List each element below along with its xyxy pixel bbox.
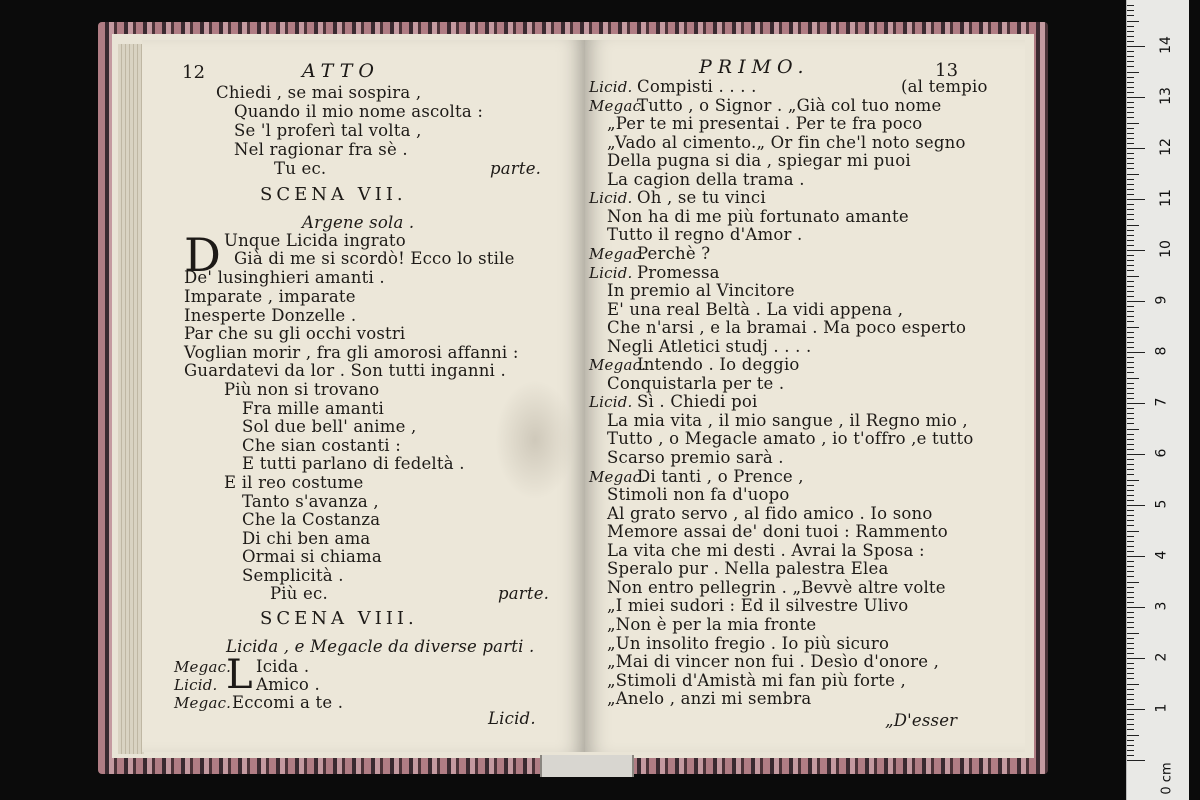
book-spine (540, 755, 634, 777)
ruler-tick (1127, 571, 1134, 572)
ruler-tick (1127, 699, 1134, 700)
ruler-tick (1127, 694, 1134, 695)
ruler-tick (1127, 92, 1134, 93)
ruler-tick (1127, 760, 1145, 761)
ruler-tick (1127, 5, 1134, 6)
ruler-tick (1127, 729, 1134, 730)
ruler-tick (1127, 301, 1145, 302)
ruler-tick (1127, 423, 1134, 424)
ruler-tick (1127, 179, 1134, 180)
right-page (585, 40, 1025, 752)
ruler-tick (1127, 500, 1134, 501)
ruler-tick (1127, 459, 1134, 460)
verse-line: Al grato servo , al fido amico . Io sono (607, 504, 933, 523)
ruler-tick (1127, 556, 1145, 557)
ruler-tick (1127, 163, 1134, 164)
verse-line: E il reo costume (224, 473, 364, 492)
ruler-tick (1127, 531, 1139, 532)
ruler-tick (1127, 21, 1139, 22)
ruler-tick (1127, 622, 1134, 623)
ruler-tick (1127, 454, 1145, 455)
speaker-label: Licid. (589, 189, 633, 207)
verse-line: Conquistarla per te . (607, 374, 785, 393)
verse-line: „I miei sudori : Ed il silvestre Ulivo (607, 596, 909, 615)
ruler-tick (1127, 36, 1134, 37)
verse-line: Voglian morir , fra gli amorosi affanni : (184, 343, 519, 362)
ruler-tick (1127, 225, 1139, 226)
ruler-tick (1127, 439, 1134, 440)
verse-line: Sol due bell' anime , (242, 417, 417, 436)
verse-line: Quando il mio nome ascolta : (234, 102, 484, 121)
ruler-tick (1127, 342, 1134, 343)
ruler-tick (1127, 485, 1134, 486)
stage-direction: Argene sola . (302, 213, 415, 232)
speaker-label: Megac. (589, 97, 647, 115)
verse-line: Che la Costanza (242, 510, 381, 529)
ruler-tick (1127, 689, 1134, 690)
ruler-tick (1127, 755, 1134, 756)
ruler-tick (1127, 204, 1134, 205)
ruler-tick (1127, 133, 1134, 134)
ruler-tick (1127, 719, 1134, 720)
verse-line: Più non si trovano (224, 380, 380, 399)
ruler-number: 5 (1153, 499, 1170, 509)
ruler-tick (1127, 158, 1134, 159)
stage-direction: Licida , e Megacle da diverse parti . (226, 637, 535, 656)
scene-title: SCENA VIII. (260, 608, 418, 629)
verse-line: Non entro pellegrin . „Bevvè altre volte (607, 578, 946, 597)
ruler-tick (1127, 750, 1134, 751)
ruler-tick (1127, 214, 1134, 215)
speaker-label: Megac. (589, 356, 647, 374)
ruler-number: 3 (1153, 601, 1170, 611)
ruler-tick (1127, 97, 1145, 98)
verse-line: Che n'arsi , e la bramai . Ma poco esperto (607, 318, 967, 337)
verse-line: Intendo . Io deggio (637, 355, 800, 374)
ruler-tick (1127, 281, 1134, 282)
verse-line: „Vado al cimento.„ Or fin che'l noto segno (607, 133, 966, 152)
verse-line: Più ec. (270, 584, 328, 603)
verse-line: Semplicità . (242, 566, 344, 585)
ruler-tick (1127, 480, 1139, 481)
speaker-label: Megac. (174, 694, 232, 712)
ruler-tick (1127, 143, 1134, 144)
verse-line: Nel ragionar fra sè . (234, 140, 408, 159)
ruler-tick (1127, 444, 1134, 445)
ruler-number: 7 (1153, 397, 1170, 407)
ruler-tick (1127, 327, 1139, 328)
ruler-tick (1127, 352, 1145, 353)
verse-line: Imparate , imparate (184, 287, 356, 306)
verse-line: Tutto , o Signor . „Già col tuo nome (637, 96, 942, 115)
ruler-tick (1127, 633, 1139, 634)
exit-direction: parte. (490, 159, 542, 178)
ruler-tick (1127, 372, 1134, 373)
ruler-tick (1127, 306, 1134, 307)
ruler-tick (1127, 189, 1134, 190)
ruler-tick (1127, 138, 1134, 139)
ruler-tick (1127, 393, 1134, 394)
ruler-tick (1127, 673, 1134, 674)
catchword: Licid. (488, 709, 536, 728)
verse-line: Amico . (256, 675, 320, 694)
verse-line: Di tanti , o Prence , (637, 467, 804, 486)
ruler-tick (1127, 153, 1134, 154)
ruler-tick (1127, 102, 1134, 103)
ruler-tick (1127, 510, 1134, 511)
verse-line: Già di me si scordò! Ecco lo stile (234, 249, 515, 268)
verse-line: Della pugna si dia , spiegar mi puoi (607, 151, 911, 170)
verse-line: „Non è per la mia fronte (607, 615, 817, 634)
ruler-tick (1127, 148, 1145, 149)
verse-line: Tutto , o Megacle amato , io t'offro ,e tutto (607, 429, 974, 448)
ruler-tick (1127, 745, 1134, 746)
ruler-tick (1127, 194, 1134, 195)
ruler-tick (1127, 296, 1134, 297)
ruler-tick (1127, 464, 1134, 465)
ruler-tick (1127, 311, 1134, 312)
ruler-tick (1127, 607, 1145, 608)
verse-line: Guardatevi da lor . Son tutti inganni . (184, 361, 506, 380)
speaker-label: Megac. (589, 468, 647, 486)
verse-line: La cagion della trama . (607, 170, 805, 189)
verse-line: Icida . (256, 657, 310, 676)
ruler-tick (1127, 576, 1134, 577)
ruler-tick (1127, 638, 1134, 639)
ruler-tick (1127, 735, 1139, 736)
ruler-tick (1127, 357, 1134, 358)
speaker-label: Licid. (589, 264, 633, 282)
ruler-number: 6 (1153, 448, 1170, 458)
ruler-tick (1127, 383, 1134, 384)
ruler-number: 9 (1153, 295, 1170, 305)
verse-line: „Un insolito fregio . Io più sicuro (607, 634, 890, 653)
ruler-number: 12 (1157, 138, 1174, 156)
verse-line: Promessa (637, 263, 720, 282)
ruler-tick (1127, 658, 1145, 659)
ruler-tick (1127, 66, 1134, 67)
ruler-tick (1127, 418, 1134, 419)
verse-line: Scarso premio sarà . (607, 448, 784, 467)
catchword: „D'esser (885, 711, 958, 730)
ruler-tick (1127, 668, 1134, 669)
ruler-tick (1127, 87, 1134, 88)
exit-direction: parte. (498, 584, 550, 603)
ruler-tick (1127, 316, 1134, 317)
verse-line: Eccomi a te . (232, 693, 344, 712)
ruler-tick (1127, 653, 1134, 654)
verse-line: Che sian costanti : (242, 436, 401, 455)
ruler-tick (1127, 684, 1139, 685)
ruler-tick (1127, 561, 1134, 562)
scene-title: SCENA VII. (260, 184, 407, 205)
ruler-tick (1127, 250, 1145, 251)
verse-line: Ormai si chiama (242, 547, 382, 566)
ruler-tick (1127, 235, 1134, 236)
ruler-number: 4 (1153, 550, 1170, 560)
verse-line: Memore assai de' doni tuoi : Rammento (607, 522, 948, 541)
ruler-tick (1127, 587, 1134, 588)
ruler-tick (1127, 403, 1145, 404)
ruler-tick (1127, 367, 1134, 368)
ruler-tick (1127, 597, 1134, 598)
drop-capital: L (226, 652, 253, 698)
ruler-tick (1127, 174, 1139, 175)
ruler-tick (1127, 546, 1134, 547)
ruler-tick (1127, 51, 1134, 52)
ruler-tick (1127, 413, 1134, 414)
verse-line: Compisti . . . . (637, 77, 757, 96)
verse-line: Negli Atletici studj . . . . (607, 337, 812, 356)
verse-line: Par che su gli occhi vostri (184, 324, 406, 343)
ruler-tick (1127, 128, 1134, 129)
verse-line: Tanto s'avanza , (242, 492, 379, 511)
ruler-tick (1127, 199, 1145, 200)
verse-line: Speralo pur . Nella palestra Elea (607, 559, 889, 578)
speaker-label: Licid. (589, 393, 633, 411)
ruler-tick (1127, 474, 1134, 475)
ruler-tick (1127, 434, 1134, 435)
ruler-tick (1127, 515, 1134, 516)
ruler-tick (1127, 82, 1134, 83)
ruler-number: 13 (1157, 87, 1174, 105)
verse-line: Chiedi , se mai sospira , (216, 83, 422, 102)
ruler-tick (1127, 566, 1134, 567)
verse-line: „Mai di vincer non fui . Desìo d'onore , (607, 652, 940, 671)
left-page-number: 12 (182, 62, 206, 83)
verse-line: Tutto il regno d'Amor . (607, 225, 803, 244)
right-running-head: PRIMO. (699, 56, 810, 78)
ruler-tick (1127, 612, 1134, 613)
ruler-tick (1127, 398, 1134, 399)
ruler-tick (1127, 230, 1134, 231)
verse-line: Se 'l proferì tal volta , (234, 121, 422, 140)
ruler-tick (1127, 714, 1134, 715)
ruler-tick (1127, 408, 1134, 409)
ruler-unit-label: 0 cm (1159, 762, 1175, 795)
ruler-tick (1127, 245, 1134, 246)
ruler-tick (1127, 678, 1134, 679)
ruler-tick (1127, 240, 1134, 241)
ruler-tick (1127, 117, 1134, 118)
ruler-tick (1127, 704, 1134, 705)
ruler-tick (1127, 388, 1134, 389)
ruler-tick (1127, 602, 1134, 603)
ruler-tick (1127, 505, 1145, 506)
speaker-label: Megac. (589, 245, 647, 263)
ruler-tick (1127, 429, 1139, 430)
ruler-tick (1127, 643, 1134, 644)
ruler-tick (1127, 520, 1134, 521)
ruler-number: 10 (1157, 240, 1174, 258)
ruler-tick (1127, 276, 1139, 277)
ruler-tick (1127, 46, 1145, 47)
verse-line: Sì . Chiedi poi (637, 392, 758, 411)
speaker-label: Licid. (174, 676, 218, 694)
ruler-tick (1127, 77, 1134, 78)
drop-capital: D (184, 228, 221, 282)
ruler-tick (1127, 10, 1134, 11)
verse-line: De' lusinghieri amanti . (184, 268, 385, 287)
ruler-tick (1127, 347, 1134, 348)
verse-line: Unque Licida ingrato (224, 231, 406, 250)
ruler-tick (1127, 740, 1134, 741)
ruler-number: 11 (1157, 189, 1174, 207)
measurement-ruler (1126, 0, 1189, 800)
verse-line: E tutti parlano di fedeltà . (242, 454, 465, 473)
verse-line: Oh , se tu vinci (637, 188, 766, 207)
ruler-tick (1127, 56, 1134, 57)
ruler-tick (1127, 648, 1134, 649)
page-edges (118, 44, 144, 754)
ruler-tick (1127, 362, 1134, 363)
ruler-tick (1127, 15, 1134, 16)
verse-line: Tu ec. (274, 159, 327, 178)
ruler-tick (1127, 41, 1134, 42)
ruler-tick (1127, 61, 1134, 62)
verse-line: La vita che mi desti . Avrai la Sposa : (607, 541, 925, 560)
right-page-number: 13 (935, 60, 959, 81)
verse-line: „Per te mi presentai . Per te fra poco (607, 114, 923, 133)
verse-line: Stimoli non fa d'uopo (607, 485, 790, 504)
ruler-tick (1127, 321, 1134, 322)
ruler-tick (1127, 469, 1134, 470)
ruler-tick (1127, 525, 1134, 526)
ruler-tick (1127, 332, 1134, 333)
verse-line: „Stimoli d'Amistà mi fan più forte , (607, 671, 906, 690)
ruler-number: 1 (1153, 703, 1170, 713)
verse-line: „Anelo , anzi mi sembra (607, 689, 812, 708)
ruler-tick (1127, 337, 1134, 338)
ruler-tick (1127, 107, 1134, 108)
ruler-tick (1127, 31, 1134, 32)
verse-line: Inesperte Donzelle . (184, 306, 357, 325)
ruler-tick (1127, 26, 1134, 27)
verse-line: Di chi ben ama (242, 529, 371, 548)
left-running-head: ATTO (302, 60, 380, 82)
ruler-tick (1127, 541, 1134, 542)
ink-bleed (495, 380, 575, 500)
ruler-number: 2 (1153, 652, 1170, 662)
ruler-tick (1127, 592, 1134, 593)
ruler-tick (1127, 209, 1134, 210)
ruler-tick (1127, 449, 1134, 450)
verse-line: Fra mille amanti (242, 399, 384, 418)
aside-direction: (al tempio (901, 77, 988, 96)
ruler-tick (1127, 495, 1134, 496)
ruler-tick (1127, 627, 1134, 628)
ruler-tick (1127, 490, 1134, 491)
ruler-tick (1127, 123, 1139, 124)
ruler-tick (1127, 724, 1134, 725)
speaker-label: Licid. (589, 78, 633, 96)
ruler-number: 14 (1157, 36, 1174, 54)
ruler-tick (1127, 184, 1134, 185)
ruler-tick (1127, 663, 1134, 664)
verse-line: E' una real Beltà . La vidi appena , (607, 300, 904, 319)
ruler-number: 8 (1153, 346, 1170, 356)
verse-line: In premio al Vincitore (607, 281, 795, 300)
ruler-tick (1127, 286, 1134, 287)
ruler-tick (1127, 582, 1139, 583)
ruler-tick (1127, 168, 1134, 169)
ruler-tick (1127, 378, 1139, 379)
ruler-tick (1127, 72, 1139, 73)
ruler-tick (1127, 255, 1134, 256)
ruler-tick (1127, 265, 1134, 266)
ruler-tick (1127, 219, 1134, 220)
verse-line: Non ha di me più fortunato amante (607, 207, 909, 226)
ruler-tick (1127, 291, 1134, 292)
verse-line: La mia vita , il mio sangue , il Regno mio , (607, 411, 968, 430)
speaker-label: Megac. (174, 658, 232, 676)
ruler-tick (1127, 617, 1134, 618)
ruler-tick (1127, 112, 1134, 113)
ruler-tick (1127, 260, 1134, 261)
ruler-tick (1127, 551, 1134, 552)
verse-line: Perchè ? (637, 244, 711, 263)
ruler-tick (1127, 709, 1145, 710)
ruler-tick (1127, 270, 1134, 271)
ruler-tick (1127, 536, 1134, 537)
